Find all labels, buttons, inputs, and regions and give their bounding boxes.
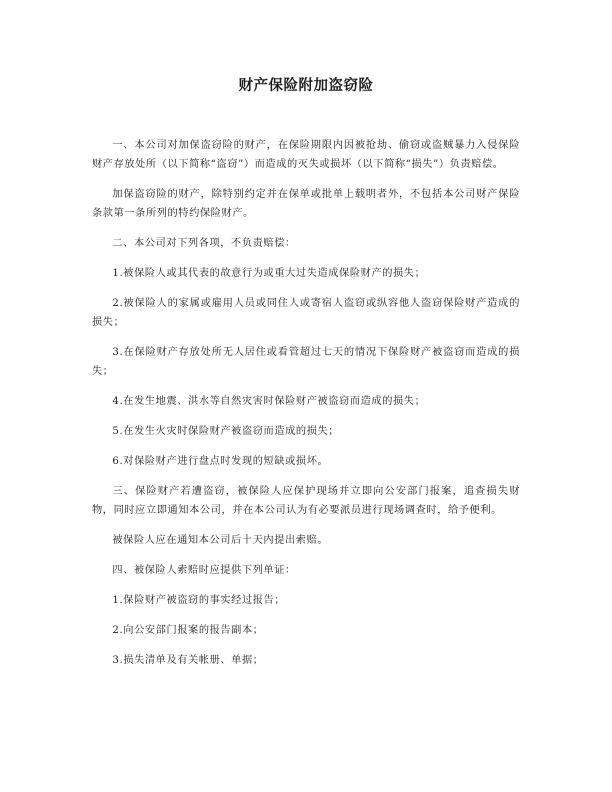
paragraph: 三、保险财产若遭盗窃，被保险人应保护现场并立即向公安部门报案，追查损失财物，同时应立即通知本公司，并在本公司认为有必要派员进行现场调查时，给予便利。 <box>92 486 520 516</box>
paragraph: 一、本公司对加保盗窃险的财产，在保险期限内因被抢劫、偷窃或盗贼暴力入侵保险财产存放处所（以下简称“盗窃”）而造成的灭失或损坏（以下简称“损失”）负责赔偿。 <box>92 140 520 170</box>
paragraph: 四、被保险人索赔时应提供下列单证： <box>112 565 296 576</box>
paragraph: 2.被保险人的家属或雇用人员或同住人或寄宿人盗窃或纵容他人盗窃保险财产造成的损失； <box>92 298 520 328</box>
paragraph: 4.在发生地震、洪水等自然灾害时保险财产被盗窃而造成的损失； <box>112 396 426 407</box>
paragraph: 二、本公司对下列各项，不负责赔偿： <box>112 238 296 249</box>
paragraph: 3.损失清单及有关帐册、单据； <box>112 655 264 666</box>
paragraph: 6.对保险财产进行盘点时发现的短缺或损坏。 <box>112 456 329 467</box>
paragraph: 1.保险财产被盗窃的事实经过报告； <box>112 595 286 606</box>
paragraph: 1.被保险人或其代表的故意行为或重大过失造成保险财产的损失； <box>112 268 426 279</box>
paragraph: 3.在保险财产存放处所无人居住或看管超过七天的情况下保险财产被盗窃而造成的损失； <box>92 347 520 377</box>
paragraph: 2.向公安部门报案的报告副本； <box>112 625 264 636</box>
paragraph: 被保险人应在通知本公司后十天内提出索赔。 <box>112 535 329 546</box>
document-body <box>92 136 520 681</box>
paragraph: 5.在发生火灾时保险财产被盗窃而造成的损失； <box>112 426 340 437</box>
paragraph: 加保盗窃险的财产，除特别约定并在保单或批单上载明者外，不包括本公司财产保险条款第一条所列的特约保险财产。 <box>92 189 520 219</box>
document-title: 财产保险附加盗窃险 <box>238 77 374 94</box>
